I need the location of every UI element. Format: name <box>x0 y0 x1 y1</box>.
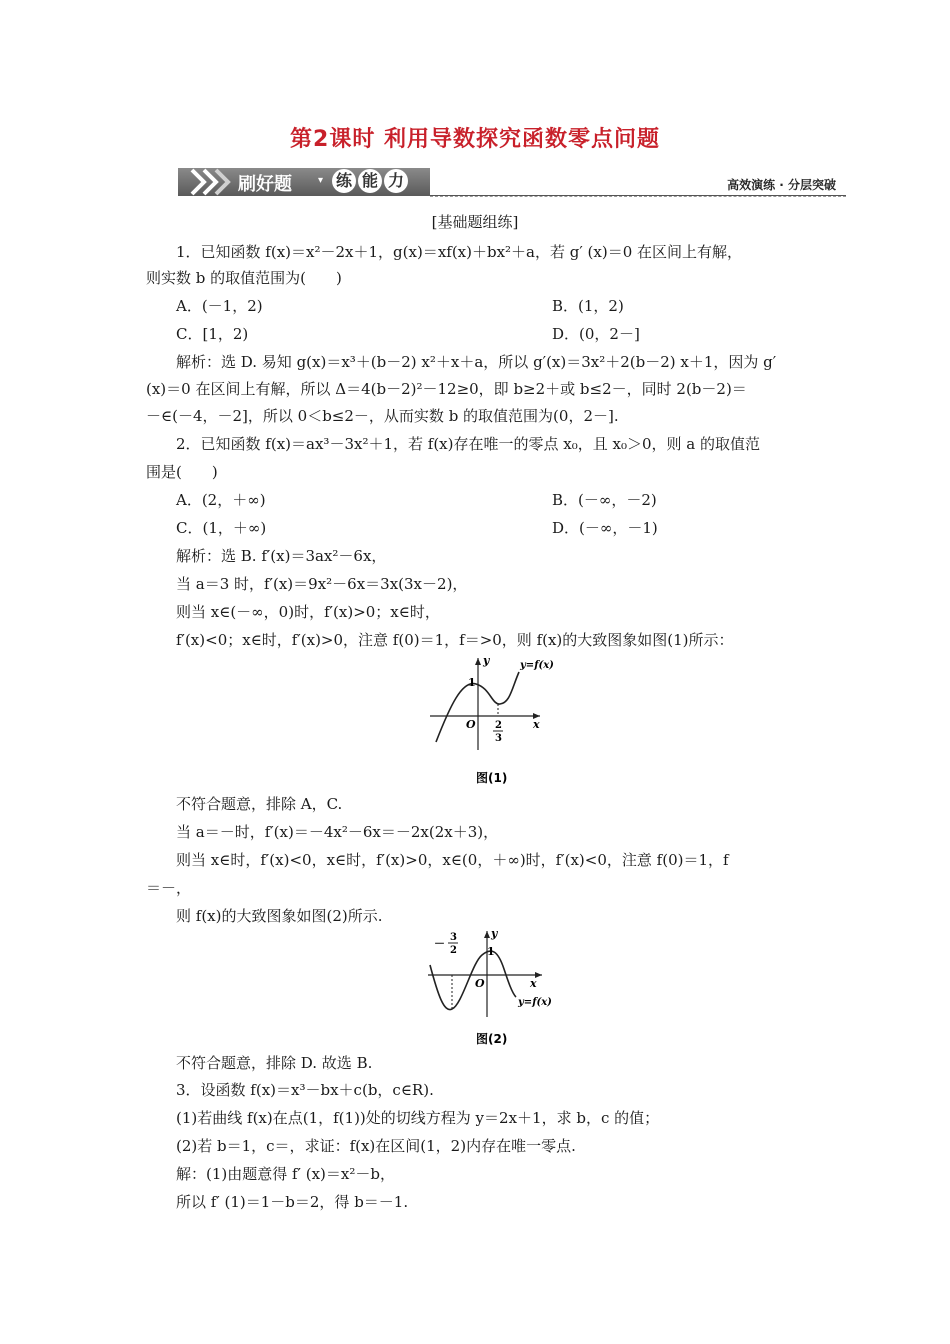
banner-subtitle: 高效演练 · 分层突破 <box>727 178 836 192</box>
frac-num: 3 <box>450 932 457 943</box>
text-line: 不符合题意，排除 D. 故选 B. <box>176 1054 373 1072</box>
banner-dot: ▾ <box>318 175 324 186</box>
origin-label: O <box>475 977 485 990</box>
y-axis-arrow-icon <box>475 658 481 665</box>
text-line: 则当 x∈时，f′(x)<0，x∈时，f′(x)>0，x∈(0，＋∞)时，f′(x)<0，注意 f(0)＝1，f <box>176 851 729 869</box>
text-line: 则当 x∈(－∞，0)时，f′(x)>0；x∈时， <box>176 603 440 621</box>
neg-sign: － <box>434 937 445 950</box>
y-label: y <box>483 654 490 667</box>
banner-label: 刷好题 <box>238 174 292 195</box>
figure-caption: 图(2) <box>476 1032 508 1046</box>
text-line: 不符合题意，排除 A，C. <box>176 795 343 813</box>
banner-circle: 练 <box>332 169 356 193</box>
figure-caption: 图(1) <box>476 771 508 785</box>
frac-num: 2 <box>495 720 502 731</box>
option: D．(0，2－] <box>552 325 640 343</box>
x-label: x <box>533 718 540 731</box>
banner-circle: 能 <box>358 169 382 193</box>
option: D．(－∞，－1) <box>552 519 658 537</box>
option: C．[1，2) <box>176 325 249 343</box>
text-line: 所以 f′ (1)＝1－b＝2，得 b＝－1. <box>176 1193 409 1211</box>
page-title: 第2课时 利用导数探究函数零点问题 <box>290 127 660 152</box>
y-axis-arrow-icon <box>484 931 490 938</box>
option: B．(－∞，－2) <box>552 491 657 509</box>
section-banner <box>178 166 846 198</box>
y-label: y <box>491 927 498 940</box>
section-heading: [基础题组练] <box>431 213 519 231</box>
frac-den: 3 <box>495 733 502 744</box>
text-line: (1)若曲线 f(x)在点(1，f(1))处的切线方程为 y＝2x＋1，求 b，c 的值； <box>176 1109 660 1127</box>
text-line: 则 f(x)的大致图象如图(2)所示. <box>176 907 383 925</box>
y-intercept-label: 1 <box>468 676 476 689</box>
text-line: 解析：选 D. 易知 g(x)＝x³＋(b－2) x²＋x＋a，所以 g′(x)＝3x²＋2(b－2) x＋1，因为 g′ <box>176 353 777 371</box>
text-line: 1．已知函数 f(x)＝x²－2x＋1，g(x)＝xf(x)＋bx²＋a，若 g′ (x)＝0 在区间上有解， <box>176 243 743 261</box>
curve-label: y=f(x) <box>520 660 554 671</box>
text-line: －∈(－4，－2]，所以 0＜b≤2－，从而实数 b 的取值范围为(0，2－]. <box>146 407 619 425</box>
text-line: f′(x)<0；x∈时，f′(x)>0，注意 f(0)＝1，f＝>0，则 f(x)的大致图象如图(1)所示： <box>176 631 734 649</box>
text-line: 当 a＝3 时，f′(x)＝9x²－6x＝3x(3x－2)， <box>176 575 468 593</box>
text-line: 当 a＝－时，f′(x)＝－4x²－6x＝－2x(2x＋3)， <box>176 823 499 841</box>
banner-circles <box>332 169 408 193</box>
banner-circle: 力 <box>384 169 408 193</box>
chevron-right-icon <box>186 166 236 198</box>
origin-label: O <box>466 718 476 731</box>
frac-den: 2 <box>450 945 457 956</box>
text-line: 解：(1)由题意得 f′ (x)＝x²－b， <box>176 1165 395 1183</box>
text-line: 3．设函数 f(x)＝x³－bx＋c(b，c∈R). <box>176 1081 434 1099</box>
curve <box>430 951 516 1009</box>
figure-2 <box>420 925 560 1051</box>
text-line: 2．已知函数 f(x)＝ax³－3x²＋1，若 f(x)存在唯一的零点 x₀，且 x₀＞0，则 a 的取值范 <box>176 435 760 453</box>
text-line: (2)若 b＝1，c＝，求证：f(x)在区间(1，2)内存在唯一零点. <box>176 1137 576 1155</box>
x-label: x <box>530 977 537 990</box>
text-line: ＝－， <box>146 879 192 897</box>
option: B．(1，2) <box>552 297 624 315</box>
option: A．(－1，2) <box>176 297 263 315</box>
curve-label: y=f(x) <box>518 997 552 1008</box>
text-line: 解析：选 B. f′(x)＝3ax²－6x， <box>176 547 387 565</box>
text-line: 围是( ) <box>146 463 218 481</box>
banner-divider <box>430 195 846 197</box>
text-line: (x)＝0 在区间上有解，所以 Δ＝4(b－2)²－12≥0，即 b≥2＋或 b≤2－，同时 2(b－2)＝ <box>146 380 747 398</box>
option: C．(1，＋∞) <box>176 519 267 537</box>
figure-1 <box>420 650 560 790</box>
option: A．(2，＋∞) <box>176 491 266 509</box>
text-line: 则实数 b 的取值范围为( ) <box>146 269 342 287</box>
y-intercept-label: 1 <box>487 945 495 958</box>
